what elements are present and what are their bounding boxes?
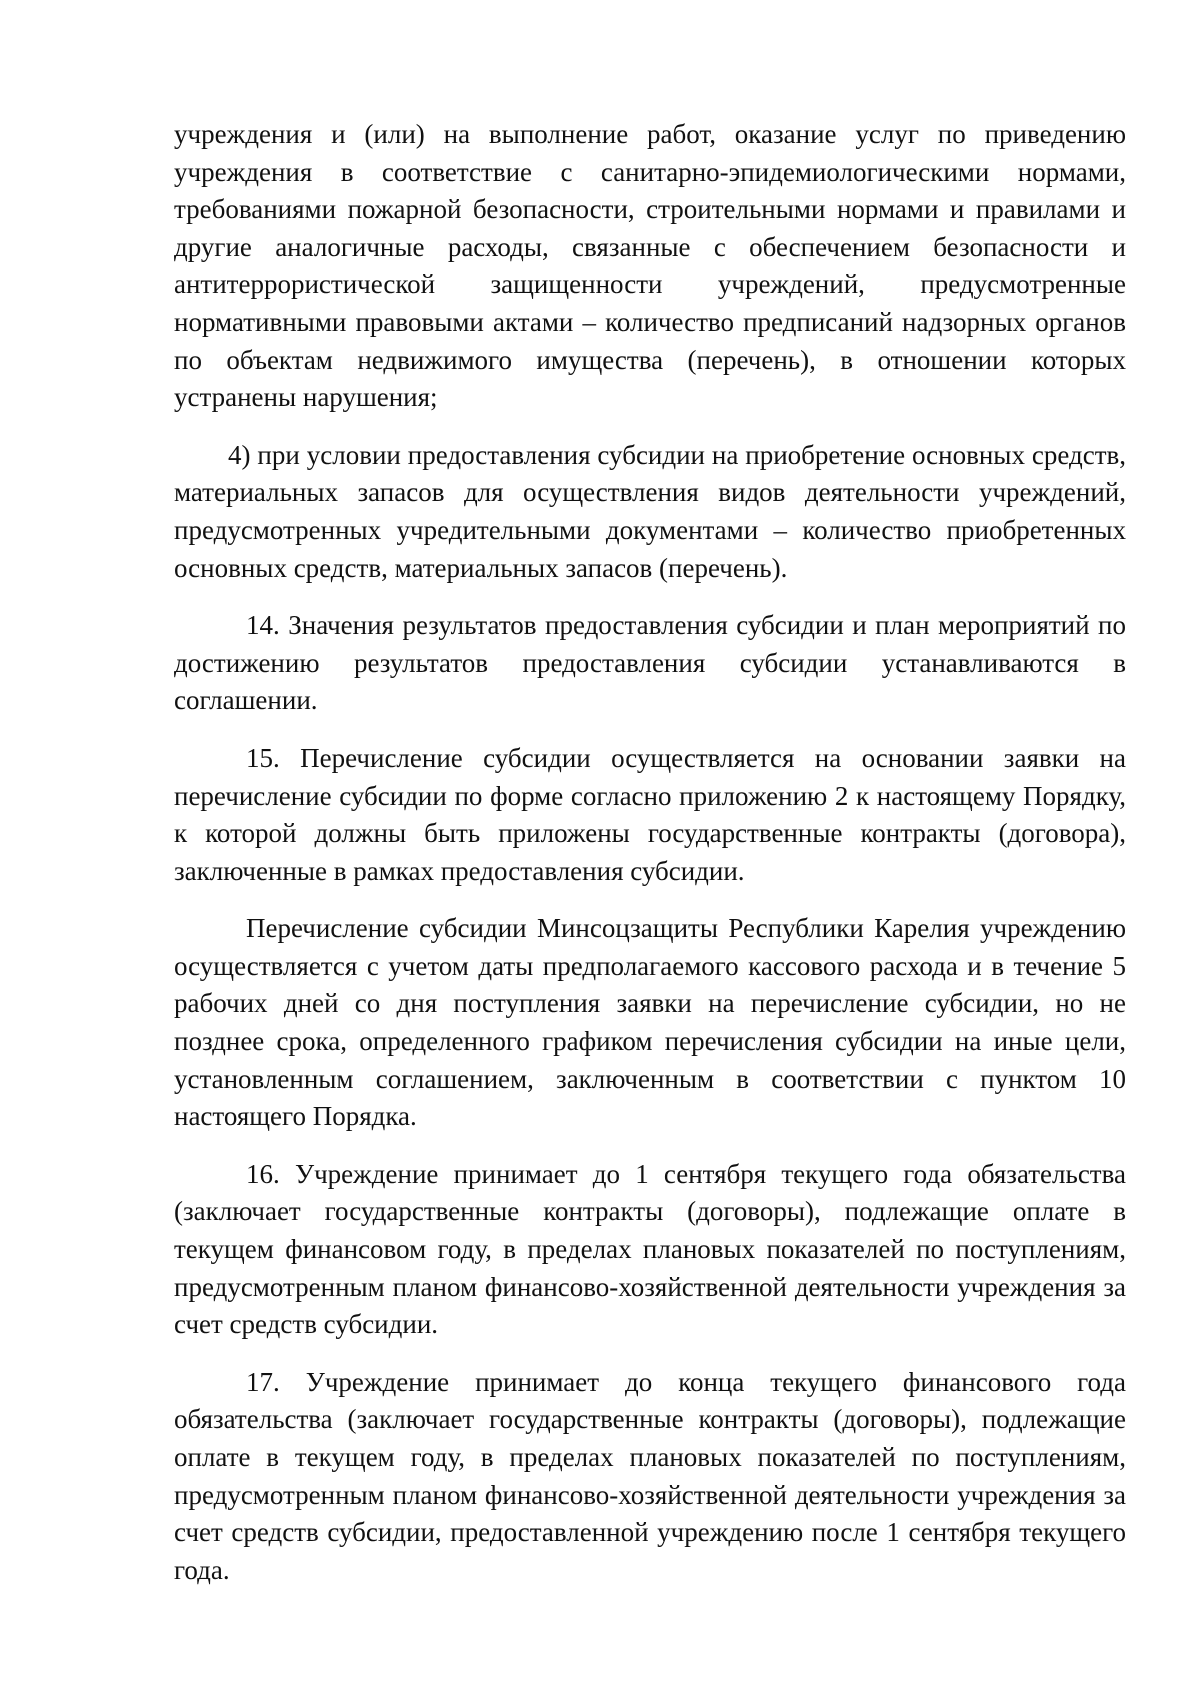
paragraph-clause-17: 17. Учреждение принимает до конца текущего финансового года обязательства (заключает государственные контракты (договоры), подлежащие оплате в текущем году, в пределах плановых показателей по поступлениям, предусмотренным планом финансово-хозяйственной деятельности учреждения за счет средств субсидии, предоставленной учреждению после 1 сентября текущего года. [174, 1366, 1126, 1585]
paragraph-clause-15: 15. Перечисление субсидии осуществляется на основании заявки на перечисление субсидии по форме согласно приложению 2 к настоящему Порядку, к которой должны быть приложены государственные контракты (договора), заключенные в рамках предоставления субсидии. [174, 742, 1126, 886]
paragraph-continuation: учреждения и (или) на выполнение работ, оказание услуг по приведению учреждения в соответствие с санитарно-эпидемиологическими нормами, требованиями пожарной безопасности, строительными нормами и правилами и другие аналогичные расходы, связанные с обеспечением безопасности и антитеррористической защищенности учреждений, предусмотренные нормативными правовыми актами – количество предписаний надзорных органов по объектам недвижимого имущества (перечень), в отношении которых устранены нарушения; [174, 119, 1126, 413]
paragraph-item-4: 4) при условии предоставления субсидии на приобретение основных средств, материальных запасов для осуществления видов деятельности учреждений, предусмотренных учредительными документами – количество приобретенных основных средств, материальных запасов (перечень). [174, 439, 1126, 583]
paragraph-transfer-terms: Перечисление субсидии Минсоцзащиты Республики Карелия учреждению осуществляется с учетом даты предполагаемого кассового расхода и в течение 5 рабочих дней со дня поступления заявки на перечисление субсидии, но не позднее срока, определенного графиком перечисления субсидии на иные цели, установленным соглашением, заключенным в соответствии с пунктом 10 настоящего Порядка. [174, 913, 1126, 1132]
document-body [174, 116, 1126, 1609]
paragraph-clause-14: 14. Значения результатов предоставления субсидии и план мероприятий по достижению результатов предоставления субсидии устанавливаются в соглашении. [174, 610, 1126, 716]
paragraph-clause-16: 16. Учреждение принимает до 1 сентября текущего года обязательства (заключает государственные контракты (договоры), подлежащие оплате в текущем финансовом году, в пределах плановых показателей по поступлениям, предусмотренным планом финансово-хозяйственной деятельности учреждения за счет средств субсидии. [174, 1158, 1126, 1340]
